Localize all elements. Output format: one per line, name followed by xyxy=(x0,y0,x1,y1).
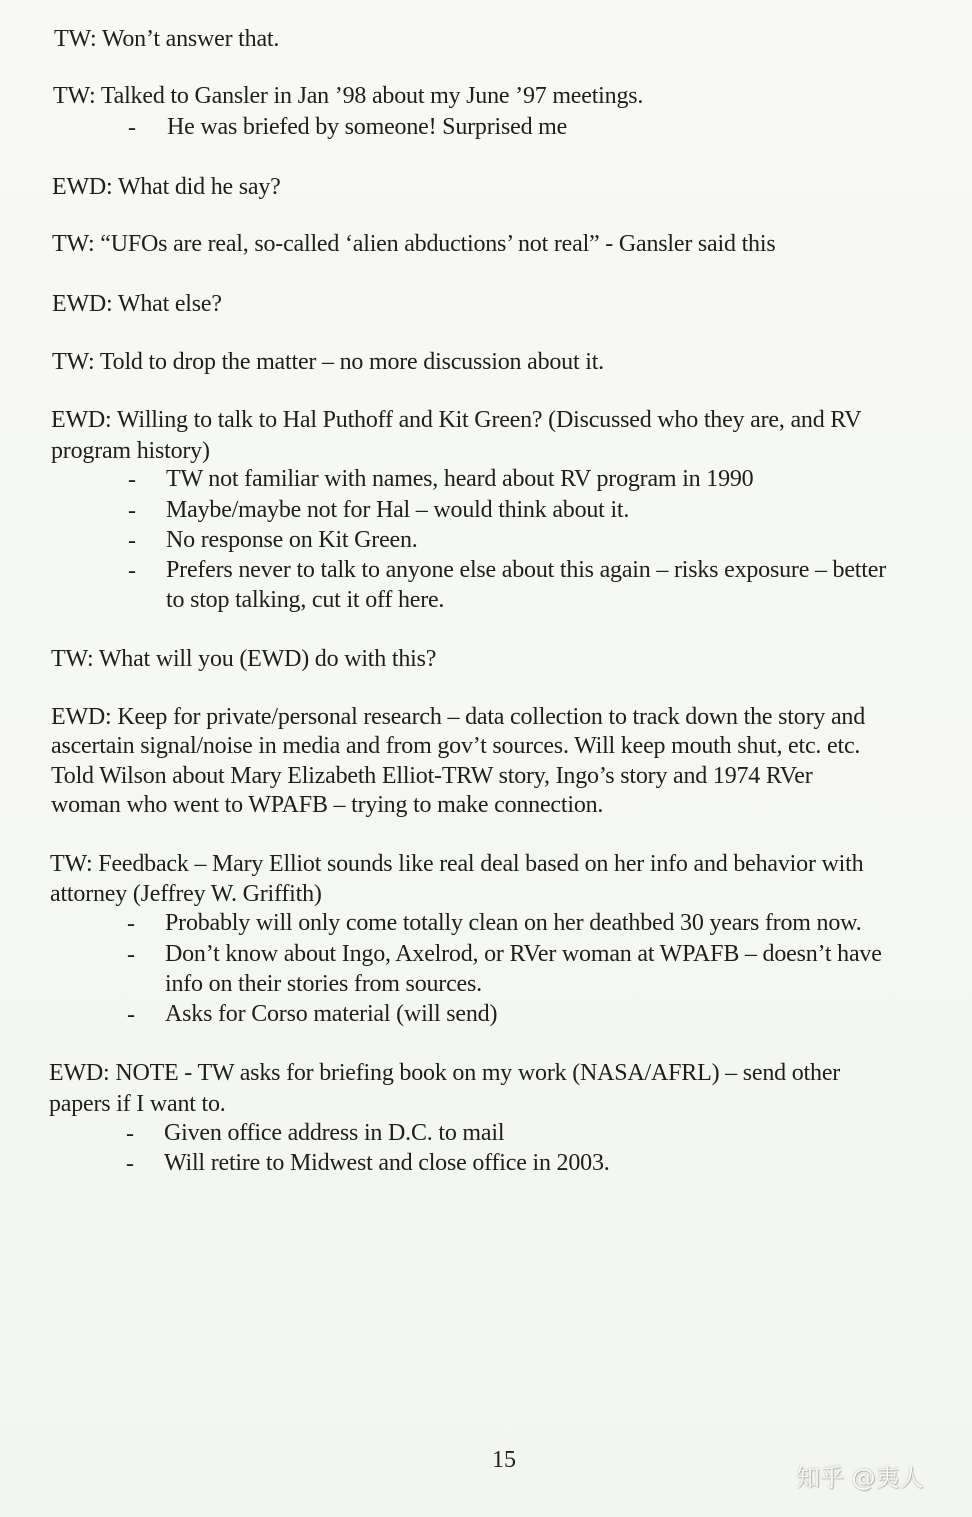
bullet-text: Asks for Corso material (will send) xyxy=(165,1001,498,1027)
text-line: attorney (Jeffrey W. Griffith) xyxy=(50,881,322,907)
watermark: 知乎 @夷人 xyxy=(796,1464,924,1492)
bullet-text: Don’t know about Ingo, Axelrod, or RVer woman at WPAFB – doesn’t have xyxy=(165,941,882,967)
bullet-text: Probably will only come totally clean on her deathbed 30 years from now. xyxy=(165,910,862,936)
text-line: TW: Won’t answer that. xyxy=(54,26,280,52)
text-line: Told Wilson about Mary Elizabeth Elliot-TRW story, Ingo’s story and 1974 RVer xyxy=(51,763,813,789)
text-line: woman who went to WPAFB – trying to make connection. xyxy=(51,792,604,818)
bullet-dash: - xyxy=(126,1121,134,1147)
bullet-text: Prefers never to talk to anyone else about this again – risks exposure – better xyxy=(166,557,886,583)
text-line: TW: “UFOs are real, so-called ‘alien abductions’ not real” - Gansler said this xyxy=(52,231,776,257)
text-line: papers if I want to. xyxy=(49,1091,226,1117)
bullet-text: TW not familiar with names, heard about RV program in 1990 xyxy=(166,466,754,492)
bullet-text: Maybe/maybe not for Hal – would think about it. xyxy=(166,497,630,523)
bullet-text: to stop talking, cut it off here. xyxy=(166,587,445,613)
text-line: EWD: NOTE - TW asks for briefing book on my work (NASA/AFRL) – send other xyxy=(49,1060,841,1086)
bullet-text: Given office address in D.C. to mail xyxy=(164,1120,505,1146)
bullet-dash: - xyxy=(127,1002,135,1028)
text-line: TW: Talked to Gansler in Jan ’98 about my June ’97 meetings. xyxy=(53,83,644,109)
text-line: EWD: Keep for private/personal research – data collection to track down the story and xyxy=(51,704,866,730)
bullet-dash: - xyxy=(128,467,136,493)
text-line: EWD: What did he say? xyxy=(52,174,281,200)
bullet-dash: - xyxy=(127,911,135,937)
bullet-text: info on their stories from sources. xyxy=(165,971,482,997)
bullet-text: Will retire to Midwest and close office in 2003. xyxy=(164,1150,610,1176)
bullet-dash: - xyxy=(127,942,135,968)
text-line: EWD: What else? xyxy=(52,291,222,317)
text-line: TW: What will you (EWD) do with this? xyxy=(51,646,437,672)
bullet-dash: - xyxy=(128,115,136,141)
text-line: TW: Feedback – Mary Elliot sounds like real deal based on her info and behavior with xyxy=(50,851,864,877)
text-line: ascertain signal/noise in media and from gov’t sources. Will keep mouth shut, etc. etc. xyxy=(51,733,861,759)
bullet-dash: - xyxy=(128,498,136,524)
text-line: EWD: Willing to talk to Hal Puthoff and Kit Green? (Discussed who they are, and RV xyxy=(51,407,862,433)
bullet-text: He was briefed by someone! Surprised me xyxy=(167,114,568,140)
bullet-dash: - xyxy=(126,1151,134,1177)
bullet-dash: - xyxy=(128,528,136,554)
text-line: program history) xyxy=(51,438,210,464)
page-number: 15 xyxy=(492,1447,516,1473)
bullet-dash: - xyxy=(128,558,136,584)
bullet-text: No response on Kit Green. xyxy=(166,527,418,553)
text-line: TW: Told to drop the matter – no more discussion about it. xyxy=(52,349,604,375)
